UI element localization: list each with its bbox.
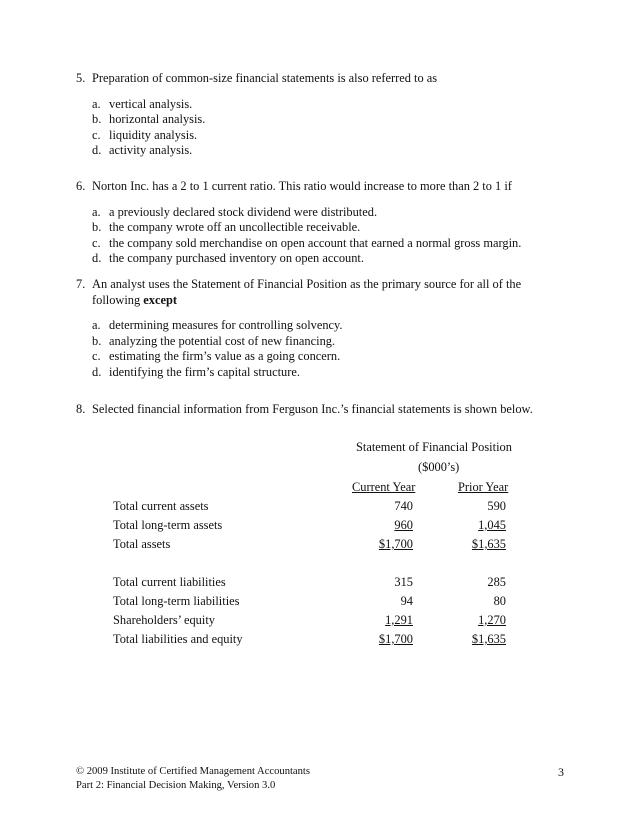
prior-value: 285 bbox=[487, 575, 506, 589]
option-text: the company sold merchandise on open account that earned a normal gross margin. bbox=[109, 235, 522, 250]
option-d bbox=[92, 365, 546, 381]
option-b bbox=[92, 112, 576, 128]
option-text: activity analysis. bbox=[109, 143, 193, 157]
option-letter: d. bbox=[92, 251, 102, 265]
option-letter: b. bbox=[92, 220, 102, 234]
option-letter: b. bbox=[92, 112, 102, 126]
question-stem: Norton Inc. has a 2 to 1 current ratio. This ratio would increase to more than 2 to 1 if bbox=[92, 179, 512, 193]
option-text: identifying the firm’s capital structure. bbox=[109, 364, 300, 379]
question-number: 7. bbox=[76, 277, 86, 291]
column-header-current-year: Current Year bbox=[352, 480, 416, 494]
option-a bbox=[92, 97, 576, 113]
option-text: a previously declared stock dividend were distributed. bbox=[109, 204, 378, 219]
option-a bbox=[92, 318, 546, 334]
page-number: 3 bbox=[558, 765, 564, 779]
prior-value: $1,635 bbox=[471, 537, 506, 551]
answer-options bbox=[92, 318, 546, 380]
option-c bbox=[92, 349, 546, 365]
question-stem: Selected financial information from Ferguson Inc.’s financial statements is shown below. bbox=[92, 402, 533, 416]
option-text: determining measures for controlling solvency. bbox=[109, 318, 343, 332]
current-value: $1,700 bbox=[378, 632, 413, 646]
current-value: 1,291 bbox=[385, 613, 413, 627]
option-letter: d. bbox=[92, 364, 102, 379]
current-value: $1,700 bbox=[378, 537, 413, 551]
row-label: Total long-term assets bbox=[113, 518, 223, 532]
page-footer bbox=[76, 765, 310, 793]
option-letter: a. bbox=[92, 96, 101, 111]
option-b bbox=[92, 220, 576, 236]
option-d bbox=[92, 251, 576, 267]
row-label: Total liabilities and equity bbox=[113, 632, 243, 646]
question-number: 6. bbox=[76, 179, 86, 193]
answer-options bbox=[92, 205, 576, 267]
question-6 bbox=[76, 179, 576, 267]
row-label: Total assets bbox=[113, 537, 171, 551]
row-label: Shareholders’ equity bbox=[113, 613, 215, 627]
option-text: horizontal analysis. bbox=[109, 112, 206, 126]
question-stem-emphasis: except bbox=[143, 292, 177, 307]
current-value: 960 bbox=[394, 518, 413, 532]
column-header-prior-year: Prior Year bbox=[458, 480, 509, 494]
option-letter: a. bbox=[92, 204, 101, 219]
option-text: estimating the firm’s value as a going concern. bbox=[109, 349, 341, 363]
answer-options bbox=[92, 97, 576, 159]
prior-value: 80 bbox=[493, 594, 506, 608]
current-value: 740 bbox=[394, 499, 413, 513]
option-text: the company purchased inventory on open account. bbox=[109, 251, 364, 265]
question-stem-text: An analyst uses the Statement of Financial Position as the primary source for all of the following bbox=[92, 277, 522, 307]
option-c bbox=[92, 128, 576, 144]
question-number: 8. bbox=[76, 402, 86, 416]
row-label: Total current liabilities bbox=[113, 575, 226, 589]
document-part-line: Part 2: Financial Decision Making, Version 3.0 bbox=[76, 780, 276, 791]
question-stem bbox=[92, 277, 546, 308]
option-text: the company wrote off an uncollectible receivable. bbox=[109, 220, 361, 234]
option-text: liquidity analysis. bbox=[109, 127, 198, 142]
row-label: Total current assets bbox=[113, 499, 209, 513]
option-letter: c. bbox=[92, 349, 101, 363]
row-label: Total long-term liabilities bbox=[113, 594, 240, 608]
statement-units: ($000’s) bbox=[418, 460, 460, 474]
option-letter: b. bbox=[92, 333, 102, 348]
option-letter: c. bbox=[92, 127, 101, 142]
question-7 bbox=[76, 277, 546, 380]
option-c bbox=[92, 236, 576, 252]
prior-value: 1,270 bbox=[478, 613, 506, 627]
option-text: vertical analysis. bbox=[109, 96, 193, 111]
option-d bbox=[92, 143, 576, 159]
option-letter: d. bbox=[92, 143, 102, 157]
option-letter: a. bbox=[92, 318, 101, 332]
prior-value: 590 bbox=[487, 499, 506, 513]
statement-title: Statement of Financial Position bbox=[356, 440, 512, 454]
current-value: 315 bbox=[394, 575, 413, 589]
option-b bbox=[92, 334, 546, 350]
question-8 bbox=[76, 402, 576, 418]
question-stem: Preparation of common-size financial statements is also referred to as bbox=[92, 71, 438, 85]
question-5 bbox=[76, 71, 576, 159]
option-text: analyzing the potential cost of new financing. bbox=[109, 333, 336, 348]
copyright-line: © 2009 Institute of Certified Management Accountants bbox=[76, 766, 310, 777]
option-a bbox=[92, 205, 576, 221]
prior-value: 1,045 bbox=[478, 518, 506, 532]
prior-value: $1,635 bbox=[471, 632, 506, 646]
option-letter: c. bbox=[92, 235, 101, 250]
current-value: 94 bbox=[400, 594, 413, 608]
question-number: 5. bbox=[76, 71, 86, 85]
